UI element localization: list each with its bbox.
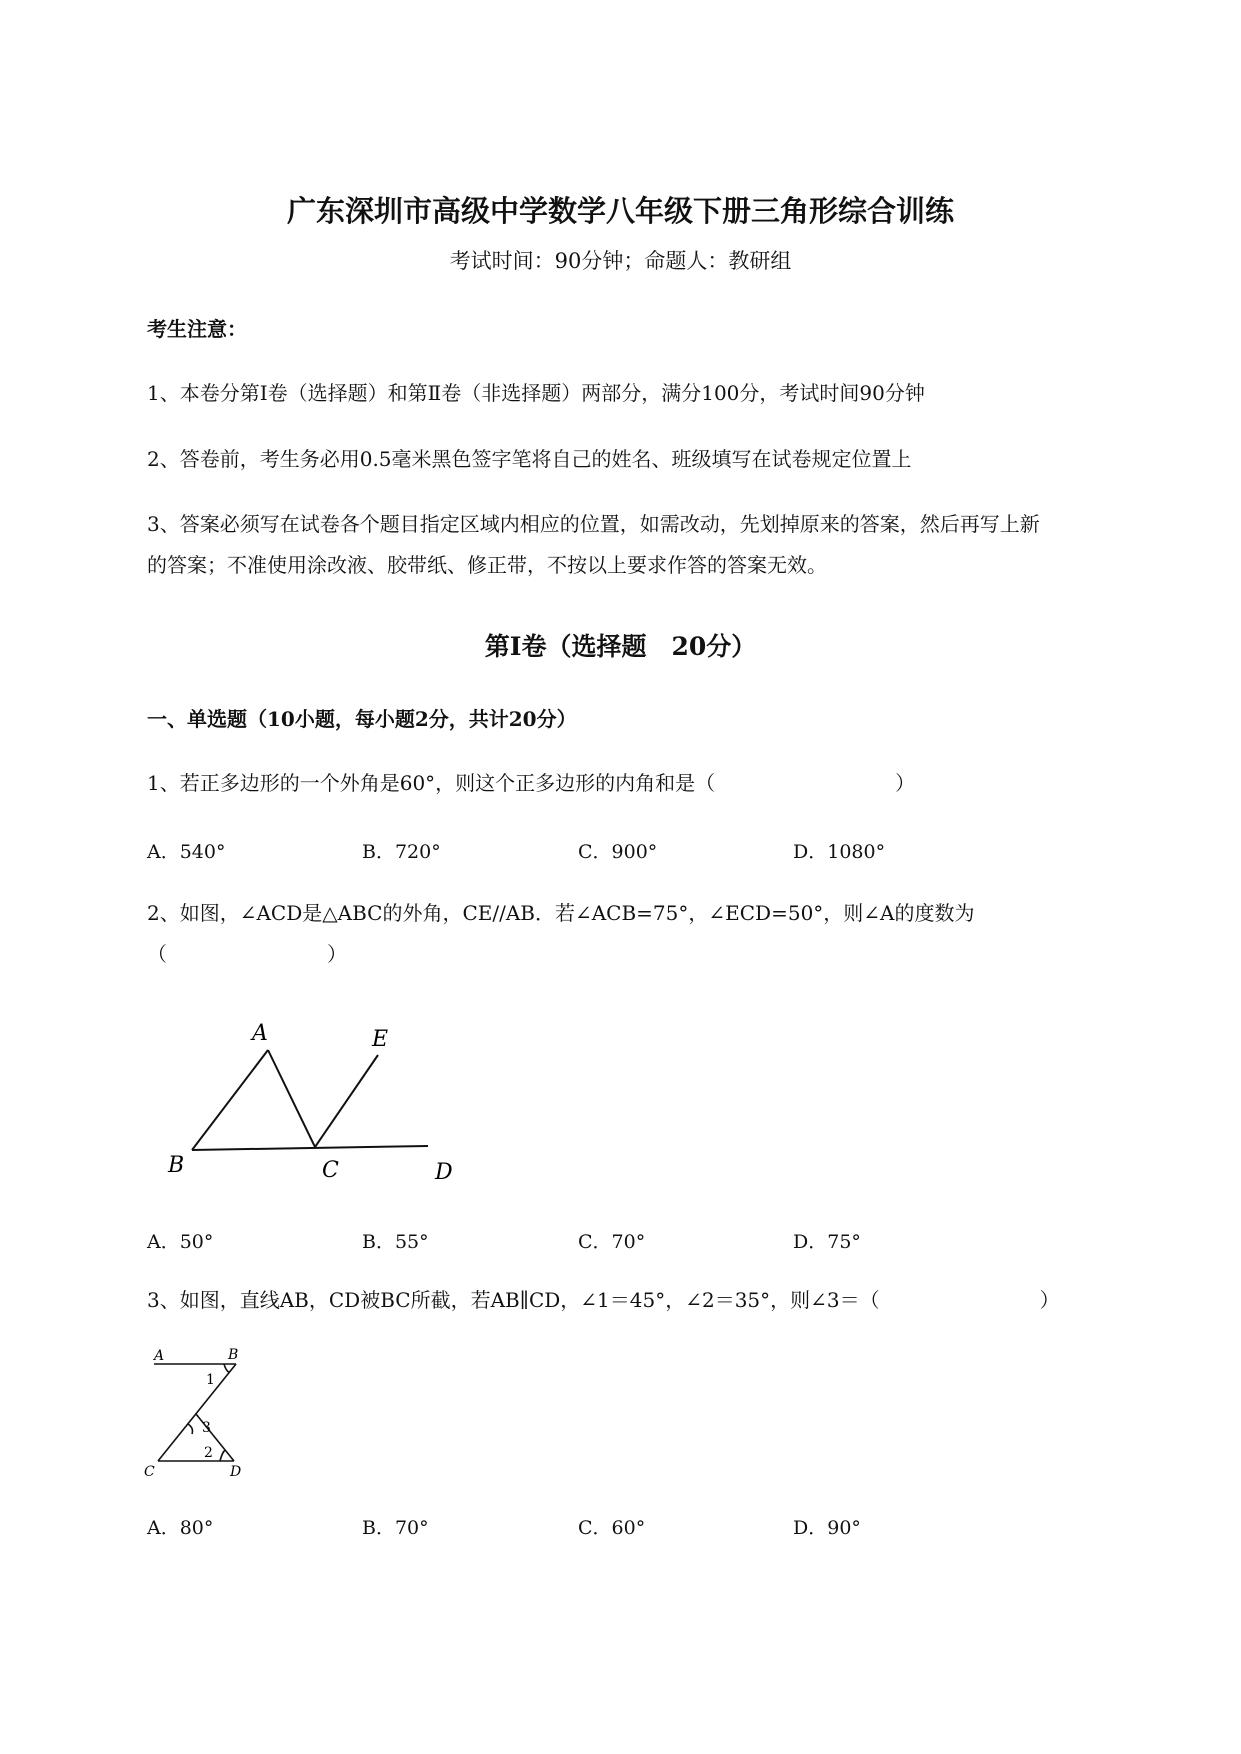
notice-item: 3、答案必须写在试卷各个题目指定区域内相应的位置，如需改动，先划掉原来的答案，然后再写上新: [147, 512, 1040, 536]
page-subtitle: 考试时间：90分钟；命题人：教研组: [449, 249, 792, 273]
figure-label-e: E: [372, 1027, 389, 1052]
angle-label-1: 1: [206, 1372, 215, 1388]
question-2-figure: [150, 1010, 470, 1190]
question-3-stem: 3、如图，直线AB，CD被BC所截，若AB∥CD，∠1＝45°，∠2＝35°，则∠3＝（ ）: [147, 1288, 1060, 1312]
angle-label-3: 3: [202, 1420, 211, 1436]
figure-label-a: A: [154, 1348, 165, 1364]
question-3-option-d: D．90°: [793, 1517, 861, 1539]
question-2-stem: 2、如图，∠ACD是△ABC的外角，CE//AB．若∠ACB=75°，∠ECD=50°，则∠A的度数为: [147, 901, 975, 925]
figure-label-c: C: [144, 1464, 155, 1480]
question-2-option-a: A．50°: [147, 1231, 214, 1253]
notice-item: 2、答卷前，考生务必用0.5毫米黑色签字笔将自己的姓名、班级填写在试卷规定位置上: [147, 447, 912, 471]
question-2-option-d: D．75°: [793, 1231, 861, 1253]
question-2-option-b: B．55°: [362, 1231, 429, 1253]
question-1-option-c: C．900°: [578, 841, 658, 863]
question-1-option-a: A．540°: [147, 841, 226, 863]
figure-label-c: C: [322, 1158, 339, 1183]
figure-label-a: A: [252, 1021, 268, 1046]
notice-item: 1、本卷分第I卷（选择题）和第Ⅱ卷（非选择题）两部分，满分100分，考试时间90分钟: [147, 381, 925, 405]
notice-heading: 考生注意：: [147, 317, 247, 341]
figure-label-b: B: [228, 1347, 239, 1363]
notice-item: 的答案；不准使用涂改液、胶带纸、修正带，不按以上要求作答的答案无效。: [147, 553, 827, 577]
page-title: 广东深圳市高级中学数学八年级下册三角形综合训练: [286, 194, 954, 228]
figure-label-b: B: [168, 1153, 185, 1178]
angle-label-2: 2: [204, 1445, 213, 1461]
question-3-option-a: A．80°: [147, 1517, 214, 1539]
figure-label-d: D: [435, 1160, 453, 1185]
question-2-stem-cont: （ ）: [147, 942, 347, 966]
question-1-stem: 1、若正多边形的一个外角是60°，则这个正多边形的内角和是（ ）: [147, 771, 916, 795]
question-3-option-b: B．70°: [362, 1517, 429, 1539]
question-2-option-c: C．70°: [578, 1231, 646, 1253]
section-title: 第I卷（选择题 20分）: [484, 632, 757, 661]
figure-label-d: D: [230, 1464, 242, 1480]
question-1-option-b: B．720°: [362, 841, 441, 863]
section-subheading: 一、单选题（10小题，每小题2分，共计20分）: [147, 707, 577, 731]
question-3-figure: [140, 1340, 260, 1480]
question-3-option-c: C．60°: [578, 1517, 646, 1539]
question-1-option-d: D．1080°: [793, 841, 886, 863]
